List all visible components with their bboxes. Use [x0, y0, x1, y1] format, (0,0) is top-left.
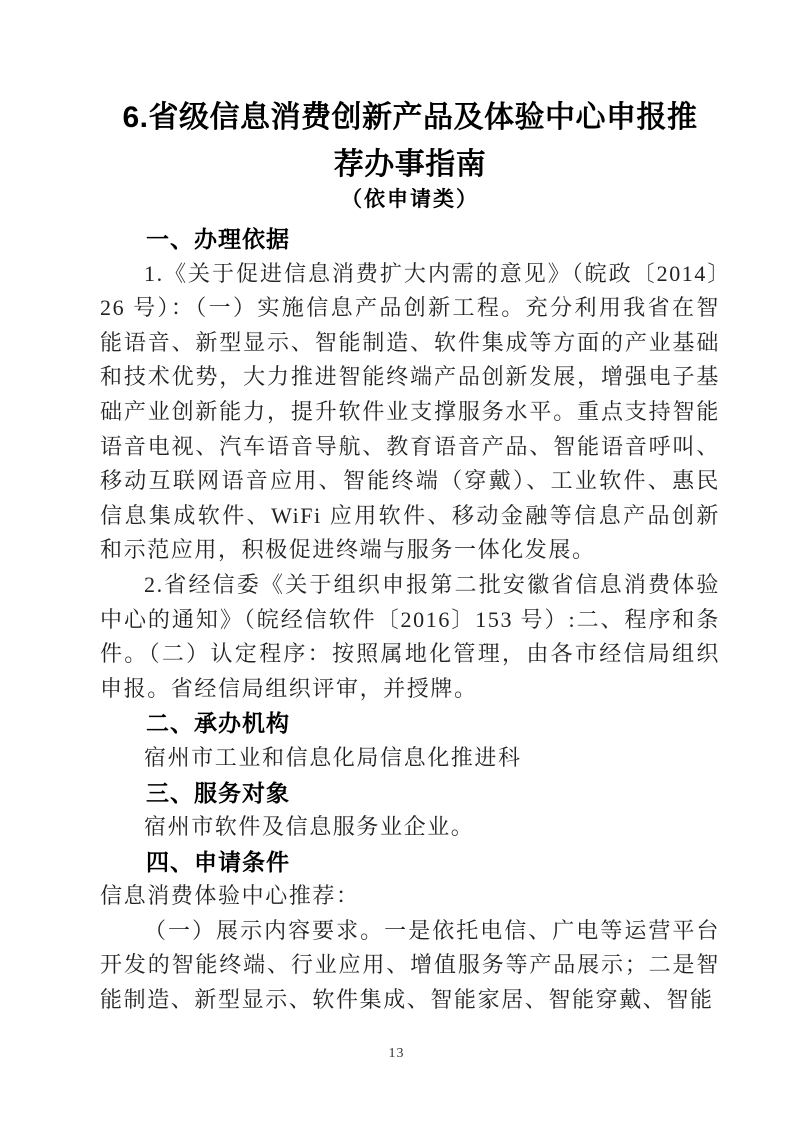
paragraph-undertaking-organization: 宿州市工业和信息化局信息化推进科 [144, 744, 522, 770]
document-body [100, 222, 720, 1018]
document-content [100, 94, 720, 1018]
paragraph-service-target: 宿州市软件及信息服务业企业。 [144, 814, 475, 840]
paragraph-basis-2: 2.省经信委《关于组织申报第二批安徽省信息消费体验中心的通知》（皖经信软件〔2016〕153 号）:二、程序和条件。（二）认定程序：按照属地化管理，由各市经信局组织申报。省经信局组织评审，并授牌。 [100, 571, 720, 701]
paragraph-condition-1: （一）展示内容要求。一是依托电信、广电等运营平台开发的智能终端、行业应用、增值服务等产品展示；二是智能制造、新型显示、软件集成、智能家居、智能穿戴、智能 [100, 917, 720, 1013]
document-subtitle: （依申请类） [341, 188, 479, 211]
paragraph-recommendation-lead: 信息消费体验中心推荐： [100, 883, 360, 909]
page-number: 13 [388, 1046, 405, 1061]
paragraph-basis-1: 1.《关于促进信息消费扩大内需的意见》（皖政〔2014〕26 号）：（一）实施信息产品创新工程。充分利用我省在智能语音、新型显示、智能制造、软件集成等方面的产业基础和技术优势，大力推进智能终端产品创新发展，增强电子基础产业创新能力，提升软件业支撑服务水平。重点支持智能语音电视、汽车语音导航、教育语音产品、智能语音呼叫、移动互联网语音应用、智能终端（穿戴）、工业软件、惠民信息集成软件、WiFi 应用软件、移动金融等信息产品创新和示范应用，积极促进终端与服务一体化发展。 [100, 260, 720, 563]
section-heading-application-conditions: 四、申请条件 [146, 848, 290, 875]
section-heading-service-target: 三、服务对象 [146, 779, 290, 806]
document-title: 6.省级信息消费创新产品及体验中心申报推荐办事指南 [122, 101, 698, 181]
section-heading-handling-basis: 一、办理依据 [146, 226, 290, 252]
section-heading-undertaking-organization: 二、承办机构 [146, 710, 290, 737]
